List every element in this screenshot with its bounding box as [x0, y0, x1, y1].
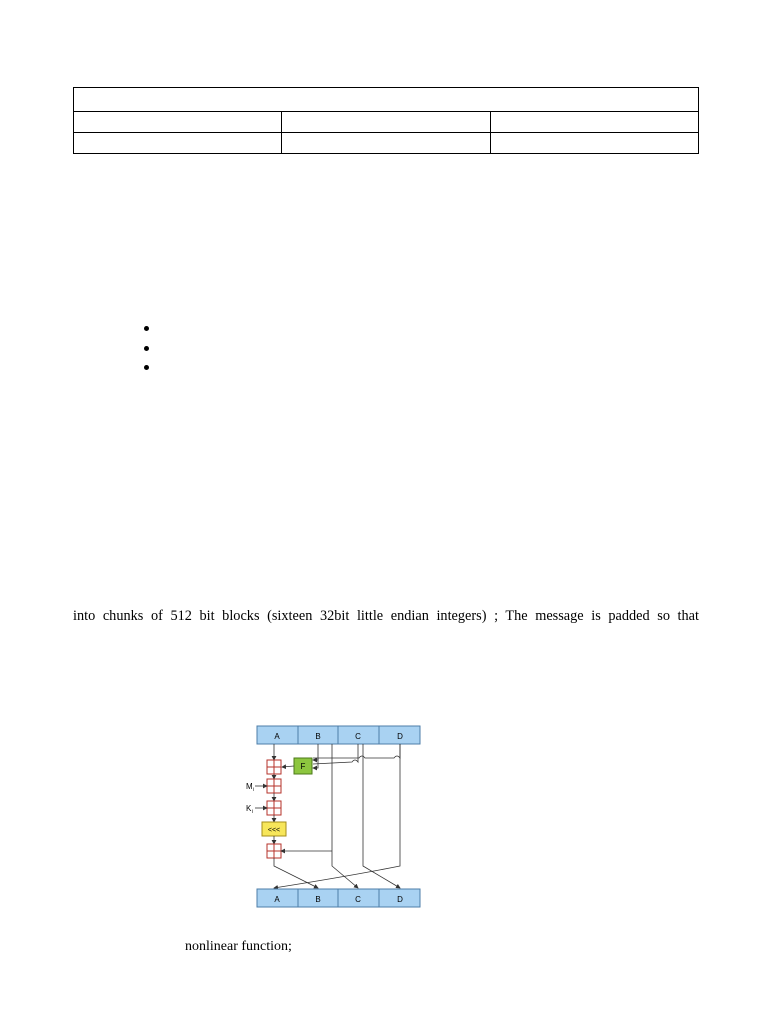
- message-label: M: [246, 782, 253, 791]
- adder-to-b-line: [274, 858, 318, 888]
- list-item: [144, 320, 164, 340]
- bottom-register-row: [257, 889, 420, 907]
- table-cell: [490, 112, 698, 133]
- header-table: [73, 87, 699, 154]
- constant-label: K: [246, 804, 252, 813]
- body-paragraph: into chunks of 512 bit blocks (sixteen 32bit little endian integers) ; The message is padded so that: [73, 608, 699, 624]
- b-to-f-line: [313, 744, 318, 760]
- bullet-icon: [144, 326, 149, 331]
- register-d-label: D: [397, 732, 403, 741]
- b-feed-line: [313, 758, 318, 768]
- list-item: [144, 359, 164, 379]
- table-cell: [74, 88, 699, 112]
- list-item: [144, 340, 164, 360]
- adder-2: [267, 779, 281, 793]
- constant-subscript: i: [252, 809, 254, 815]
- adder-1: [267, 760, 281, 774]
- table-cell: [282, 112, 490, 133]
- d-to-a-line: [274, 744, 400, 888]
- bullet-list: [144, 320, 164, 379]
- table-cell: [74, 112, 282, 133]
- register-b-label: B: [315, 895, 321, 904]
- adder-3: [267, 801, 281, 815]
- adder-4: [267, 844, 281, 858]
- register-a-label: A: [274, 732, 280, 741]
- register-c-label: C: [355, 895, 361, 904]
- register-a-label: A: [274, 895, 280, 904]
- c-to-d-line: [363, 744, 400, 888]
- table-cell: [490, 133, 698, 154]
- bullet-icon: [144, 365, 149, 370]
- register-b-label: B: [315, 732, 321, 741]
- bullet-icon: [144, 346, 149, 351]
- md5-round-diagram: [240, 718, 430, 913]
- figure-caption: nonlinear function;: [185, 939, 292, 954]
- diagram-canvas: [240, 718, 430, 913]
- table-cell: [74, 133, 282, 154]
- f-to-adder-line: [282, 766, 294, 767]
- b-to-c-line: [332, 744, 358, 888]
- register-c-label: C: [355, 732, 361, 741]
- register-d-label: D: [397, 895, 403, 904]
- table-cell: [282, 133, 490, 154]
- function-f-label: F: [300, 762, 306, 771]
- d-to-f-line: [313, 744, 400, 758]
- message-subscript: i: [253, 787, 255, 793]
- top-register-row: [257, 726, 420, 744]
- rotate-label: <<<: [267, 827, 281, 834]
- c-to-f-line: [313, 744, 358, 764]
